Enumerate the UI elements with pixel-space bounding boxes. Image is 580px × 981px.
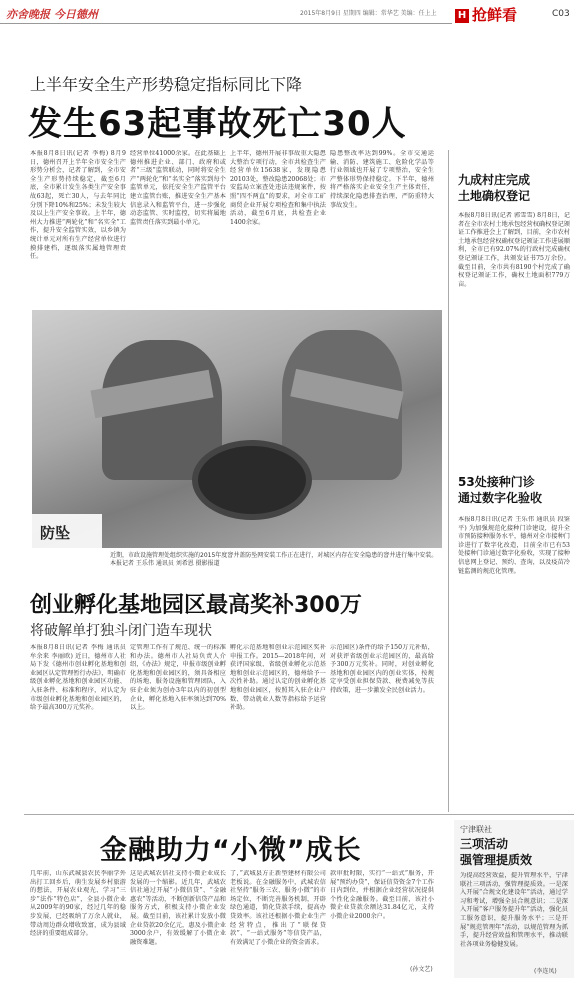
sidebar2-title: 53处接种门诊 通过数字化验收 bbox=[458, 475, 543, 505]
column-divider bbox=[448, 150, 449, 812]
news-photo bbox=[32, 310, 442, 548]
photo-tag: 防坠 bbox=[32, 514, 102, 548]
story3-byline: (孙文艺) bbox=[410, 966, 433, 973]
sidebar1-body: 本报8月8日讯(记者 郭雪雪) 8月8日，记者在全市农村土地承包经营权确权登记颁证工作推进会上了解到，目前，全市农村土地承包经营权确权登记颁证工作进展顺利，全市已有92.07%的行政村完成确权登记颁证工作，共颁发证书75万余份。截至目前，全市共有8190个村完成了确权登记颁证工作，确权土地面积779万亩。 bbox=[458, 212, 570, 288]
sidebar3-kicker: 宁津联社 bbox=[460, 825, 492, 834]
story2-subhead: 将破解单打独斗闭门造车现状 bbox=[30, 623, 212, 639]
manhole-net bbox=[192, 440, 312, 520]
sidebar3-box bbox=[454, 820, 574, 978]
photo-caption: 近期，市政设施管理处组织实施的2015年度窨井盖防坠网安装工作正在进行，对城区内存在安全隐患的窨井进行集中安装。本报记者 王乐伟 通讯员 刘希恩 摄影报道 bbox=[110, 552, 438, 567]
section-icon: H bbox=[455, 9, 469, 23]
story1-column-4: 隐患整改率达到99%。全市交通运输、消防、建筑施工、危险化学品等行业领域也开展了专项整治，安全生产整体形势保持稳定。下半年，德州将严格落实企业安全生产主体责任，持续深化隐患排查治理，严防重特大事故发生。 bbox=[330, 150, 434, 209]
paper-logo: 亦舍晚报 今日德州 bbox=[6, 8, 98, 21]
story3-column-1: 几年前，山东武城县农民李丽学外出打工回乡后，萌生发展乡村旅游的想法，开展农业观光、学习“三步”法作“特色店”，全县小微企业从2009年的90家，经过几年的稳步发展，已经吸纳了万余人就业，带动周边群众增收致富，成为县域经济的重要组成部分。 bbox=[30, 870, 126, 938]
section-title bbox=[455, 4, 547, 24]
page-number: C03 bbox=[552, 9, 570, 19]
section-divider bbox=[24, 814, 574, 815]
story1-headline: 发生63起事故死亡30人 bbox=[28, 104, 407, 144]
story2-column-1: 本报8月8日讯(记者 李梅 通讯员 牟余来 李丽欧) 近日，德州市人社局下发《德州市创业孵化基地和创业园区认定管理暂行办法》，明确市级创业孵化基地和创业园区功能、入驻条件、标准和程序，对认定为市级创业孵化基地和创业园区的，给予最高300万元奖补。 bbox=[30, 644, 126, 712]
story1-column-1: 本报8月8日讯(记者 李梅) 8月9日，德州召开上半年全市安全生产形势分析会，记者了解到，全市安全生产形势持续稳定，截至6月底，全市累计发生各类生产安全事故63起，死亡30人，与去年同比分别下降10%和25%；未发生较大及以上生产安全事故。上半年，德州大力推进“两轮化”和“名实全”工作，提升安全监管实效，以乡镇为统计单元对所有生产经营单位进行摸排建档，逐级落实属地管理责任。 bbox=[30, 150, 126, 261]
story3-column-4: 款审批时限，实行“一站式”服务，开展“预约办贷”，保证信贷资金7个工作日内到位，并根据企业经营状况提供个性化金融服务。截至目前，该社小微企业贷款余额达31.84亿元，支持小微企业2000余户。 bbox=[330, 870, 434, 920]
story3-headline: 金融助力“小微”成长 bbox=[100, 835, 362, 866]
story2-headline: 创业孵化基地园区最高奖补300万 bbox=[30, 593, 362, 618]
sidebar1-title: 九成村庄完成 土地确权登记 bbox=[458, 173, 531, 203]
story1-kicker: 上半年安全生产形势稳定指标同比下降 bbox=[30, 75, 303, 94]
story3-column-3: 了，”武城县方正新型建材有限公司老板说。在金融服务中，武城农信社坚持“服务三农、服务小微”的市场定位，不断完善服务机制，开辟绿色通道，简化贷款手续，提高办贷效率。该社还根据小微企业生产经营特点，推出了“联保贷款”、“一站式服务”等信贷产品，有效满足了小微企业的资金需求。 bbox=[230, 870, 326, 946]
issue-info: 2015年8月9日 星期四 编辑：常华艺 美编：任上上 bbox=[300, 10, 437, 17]
sidebar3-body: 为提高经营效益，提升管理水平，宁津联社三项活动，强管理提质效。一是深入开展“合规文化建设年”活动，通过学习和考试，增强全员合规意识；二是深入开展“客户服务提升年”活动，强化员工服务意识，提升服务水平；三是开展“规范管理年”活动，以规范管理为抓手，提升经营效益和管理水平，推动联社各项业务稳健发展。 bbox=[460, 872, 568, 948]
header-rule bbox=[0, 23, 452, 24]
story1-column-2: 经营单位41000余家。在此基础上德州推进企业、部门、政府和或者“三级”监管联动，同时将安全生产“两轮化”和“名实全”落实到每个监管单元，依托安全生产监管平台建立监管台账，推进安全生产基本信息录入和监管平台，进一步强化动态监管、实时监控，切实将属地监管责任落实到最小单元。 bbox=[130, 150, 226, 226]
story3-column-2: 这是武城农信社支持小微企业成长发展的一个缩影。近几年，武城农信社通过开展“小微信贷”、“金融惠农”等活动，不断创新信贷产品和服务方式，积极支持小微企业发展。截至目前，该社累计发放小微企业贷款20余亿元，惠及小微企业3000余户，有效缓解了小微企业融资难题。 bbox=[130, 870, 226, 946]
story2-column-2: 定管理工作有了规范、统一的标准和办法。德州市人社局负责人介绍，《办法》规定，申报市级创业孵化基地和创业园区的，须具备相应的场地、服务设施和管理团队，入驻企业须为创办3年以内的初创型企业，孵化基地入驻率须达到70%以上。 bbox=[130, 644, 226, 712]
sidebar3-title: 三项活动 强管理提质效 bbox=[460, 837, 533, 867]
story2-column-4: 示范园区)条件的给予150万元补贴，对获评省级创业示范园区的，最高给予300万元奖补。同时，对创业孵化基地和创业园区内的创业实体，按规定享受创业担保贷款、税费减免等扶持政策，进一步激发全民创业活力。 bbox=[330, 644, 434, 694]
story1-column-3: 上半年，德州开展非事故重大隐患大整治专项行动，全市共检查生产经营单位15638家，发现隐患20103处，整改隐患20068处；市安监局立案查处违法违规案件，按照“四不两直”的要求，对全市工矿商贸企业开展专项检查和集中执法活动，截至6月底，共检查企业1400余家。 bbox=[230, 150, 326, 226]
story2-column-3: 孵化示范基地和创业示范园区奖补申报工作。2015—2018年间，对获评国家级、省级创业孵化示范基地和创业示范园区的，德州给予一次性补助。通过认定的创业孵化基地和创业园区，按照其入驻企业户数、带动就业人数等指标给予运营补助。 bbox=[230, 644, 326, 712]
sidebar2-body: 本报8月8日讯(记者 王乐伟 通讯员 段鉴平) 为加强规范化接种门诊建设，提升全市预防接种服务水平，德州对全市接种门诊进行了数字化改造，目前全市已有53处接种门诊通过数字化验收，实现了接种信息网上登记、预约、查询，以及疫苗冷链监测的规范化管理。 bbox=[458, 516, 570, 575]
sidebar3-byline: (李连凤) bbox=[534, 968, 557, 975]
section-label: 抢鲜看 bbox=[472, 6, 518, 24]
